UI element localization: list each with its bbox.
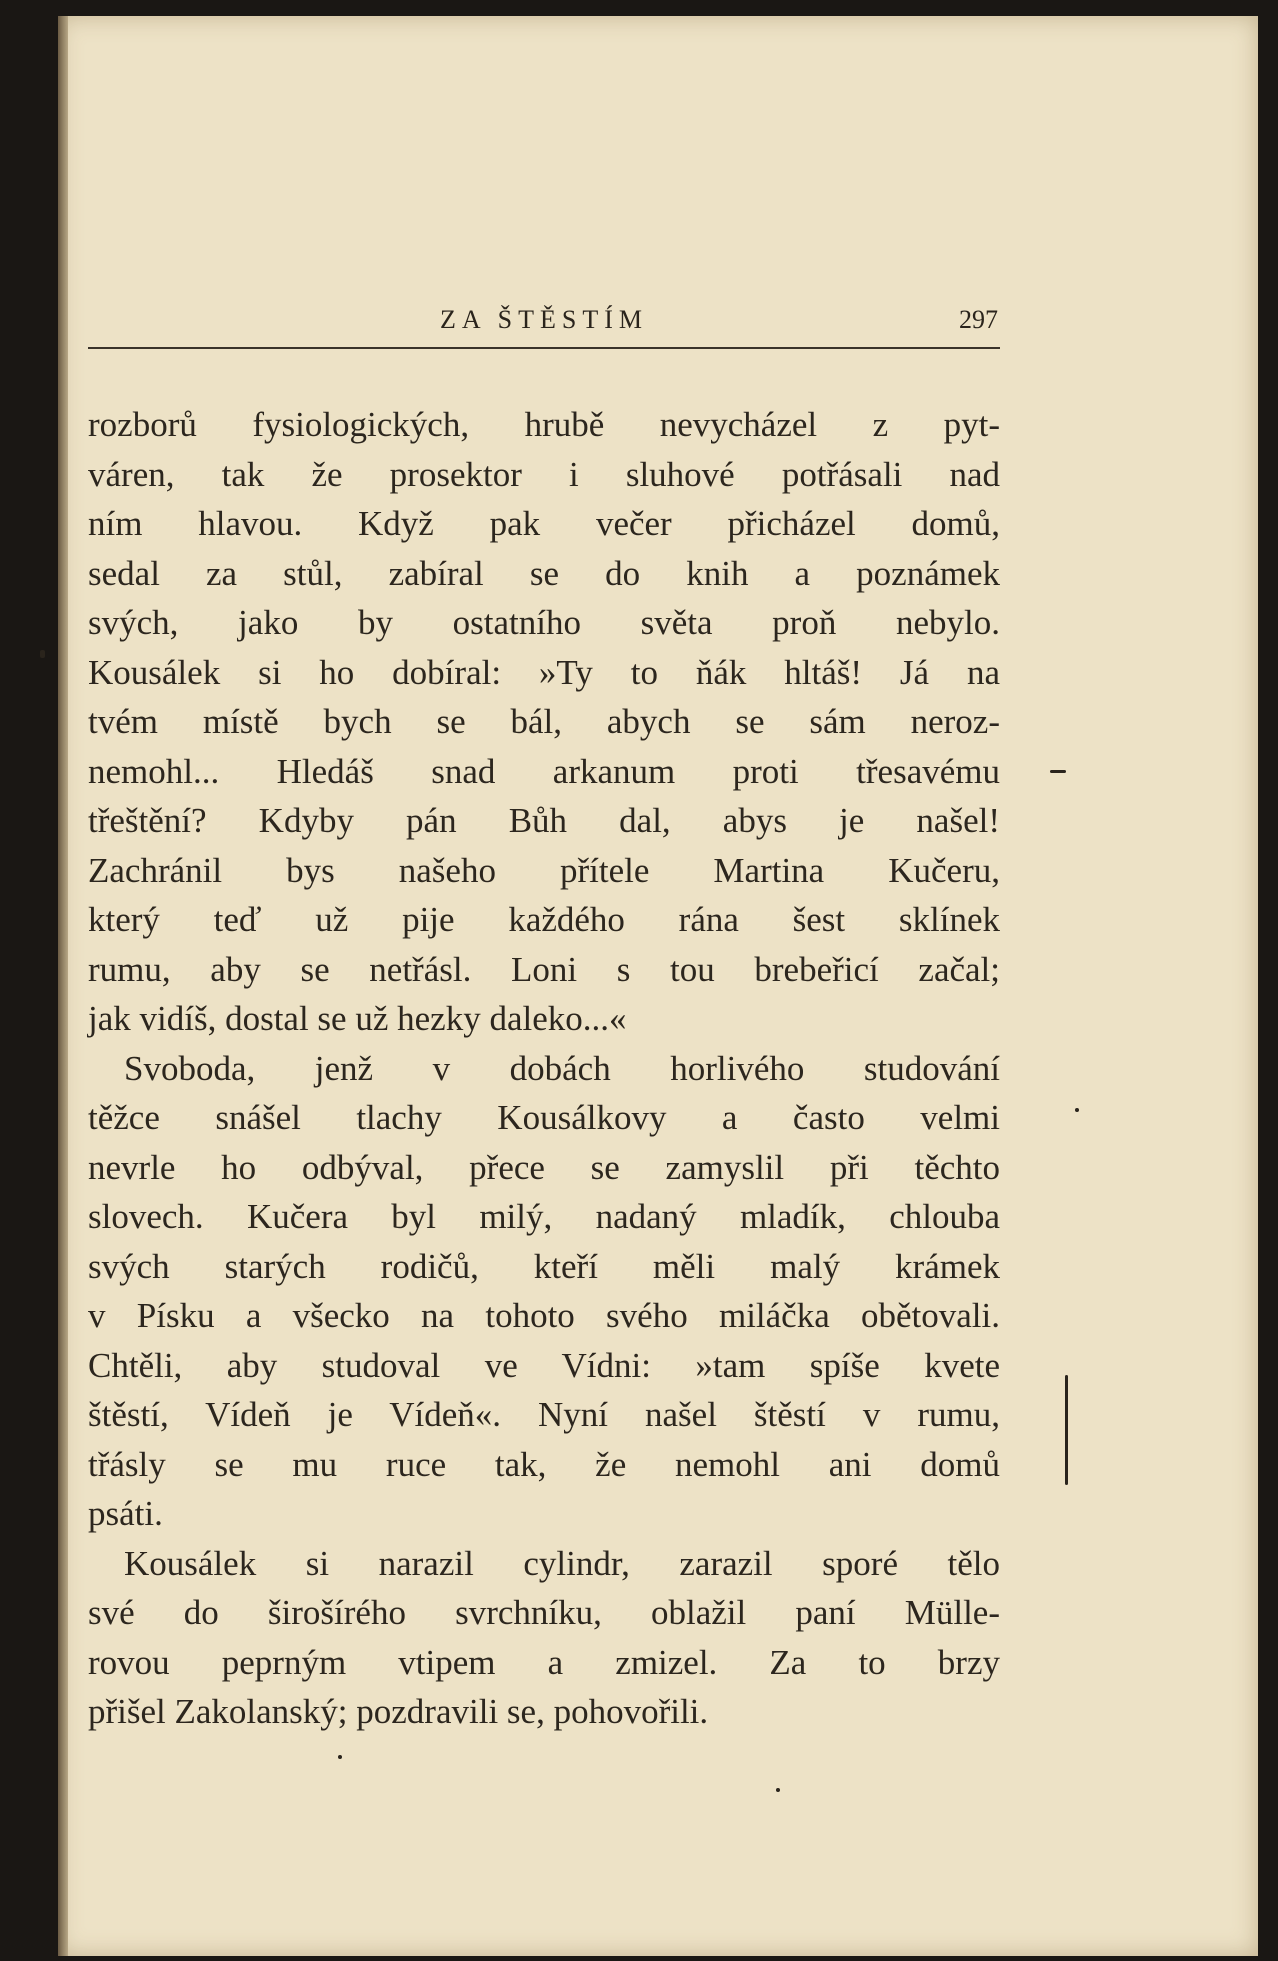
text-line: rozborů fysiologických, hrubě nevycházel z pyt-: [88, 405, 1000, 444]
margin-speck: [40, 650, 45, 658]
text-line: přišel Zakolanský; pozdravili se, pohovořili.: [88, 1692, 709, 1731]
text-line: rumu, aby se netřásl. Loni s tou brebeřicí začal;: [88, 949, 1000, 989]
text-line: jak vidíš, dostal se už hezky daleko...«: [88, 999, 627, 1038]
margin-bar-mark: [1065, 1375, 1068, 1485]
text-line: Chtěli, aby studoval ve Vídni: »tam spíše kvete: [88, 1345, 1000, 1385]
text-line: váren, tak že prosektor i sluhové potřásali nad: [88, 454, 1000, 494]
text-line: nevrle ho odbýval, přece se zamyslil při těchto: [88, 1147, 1000, 1187]
text-line: svých starých rodičů, kteří měli malý krámek: [88, 1246, 1000, 1286]
text-line: nemohl... Hledáš snad arkanum proti třesavému: [88, 751, 1000, 791]
running-title: ZA ŠTĚSTÍM: [439, 305, 649, 334]
page-speck: [338, 1755, 342, 1759]
text-line: ním hlavou. Když pak večer přicházel domů,: [88, 504, 1000, 543]
page-header: [88, 287, 1000, 349]
text-line: třásly se mu ruce tak, že nemohl ani domů: [88, 1444, 1000, 1484]
book-spine-shadow: [58, 16, 68, 1956]
page-speck: [776, 1788, 780, 1792]
page-number: 297: [959, 305, 998, 334]
text-line: třeštění? Kdyby pán Bůh dal, abys je našel!: [88, 801, 1000, 840]
text-line: své do širošírého svrchníku, oblažil paní Mülle-: [88, 1593, 1000, 1632]
text-line: těžce snášel tlachy Kousálkovy a často velmi: [88, 1098, 1000, 1137]
text-line: v Písku a všecko na tohoto svého miláčka obětovali.: [88, 1296, 1000, 1335]
text-line: Kousálek si ho dobíral: »Ty to ňák hltáš! Já na: [88, 652, 1000, 692]
text-line: slovech. Kučera byl milý, nadaný mladík, chlouba: [88, 1197, 1000, 1236]
text-line: štěstí, Vídeň je Vídeň«. Nyní našel štěstí v rumu,: [88, 1395, 1000, 1434]
body-text: [88, 400, 1000, 1737]
text-line: Kousálek si narazil cylindr, zarazil sporé tělo: [124, 1543, 1000, 1583]
margin-speck: [1075, 1108, 1079, 1112]
text-line: tvém místě bych se bál, abych se sám neroz-: [88, 702, 1000, 741]
text-line: Svoboda, jenž v dobách horlivého studování: [124, 1048, 1000, 1088]
text-line: svých, jako by ostatního světa proň nebylo.: [88, 603, 1000, 642]
text-line: rovou peprným vtipem a zmizel. Za to brzy: [88, 1642, 1000, 1682]
text-line: sedal za stůl, zabíral se do knih a poznámek: [88, 553, 1000, 593]
text-line: který teď už pije každého rána šest sklínek: [88, 900, 1000, 939]
text-line: Zachránil bys našeho přítele Martina Kučeru,: [88, 850, 1000, 890]
margin-dash-mark: [1050, 770, 1066, 773]
text-line: psáti.: [88, 1494, 163, 1533]
